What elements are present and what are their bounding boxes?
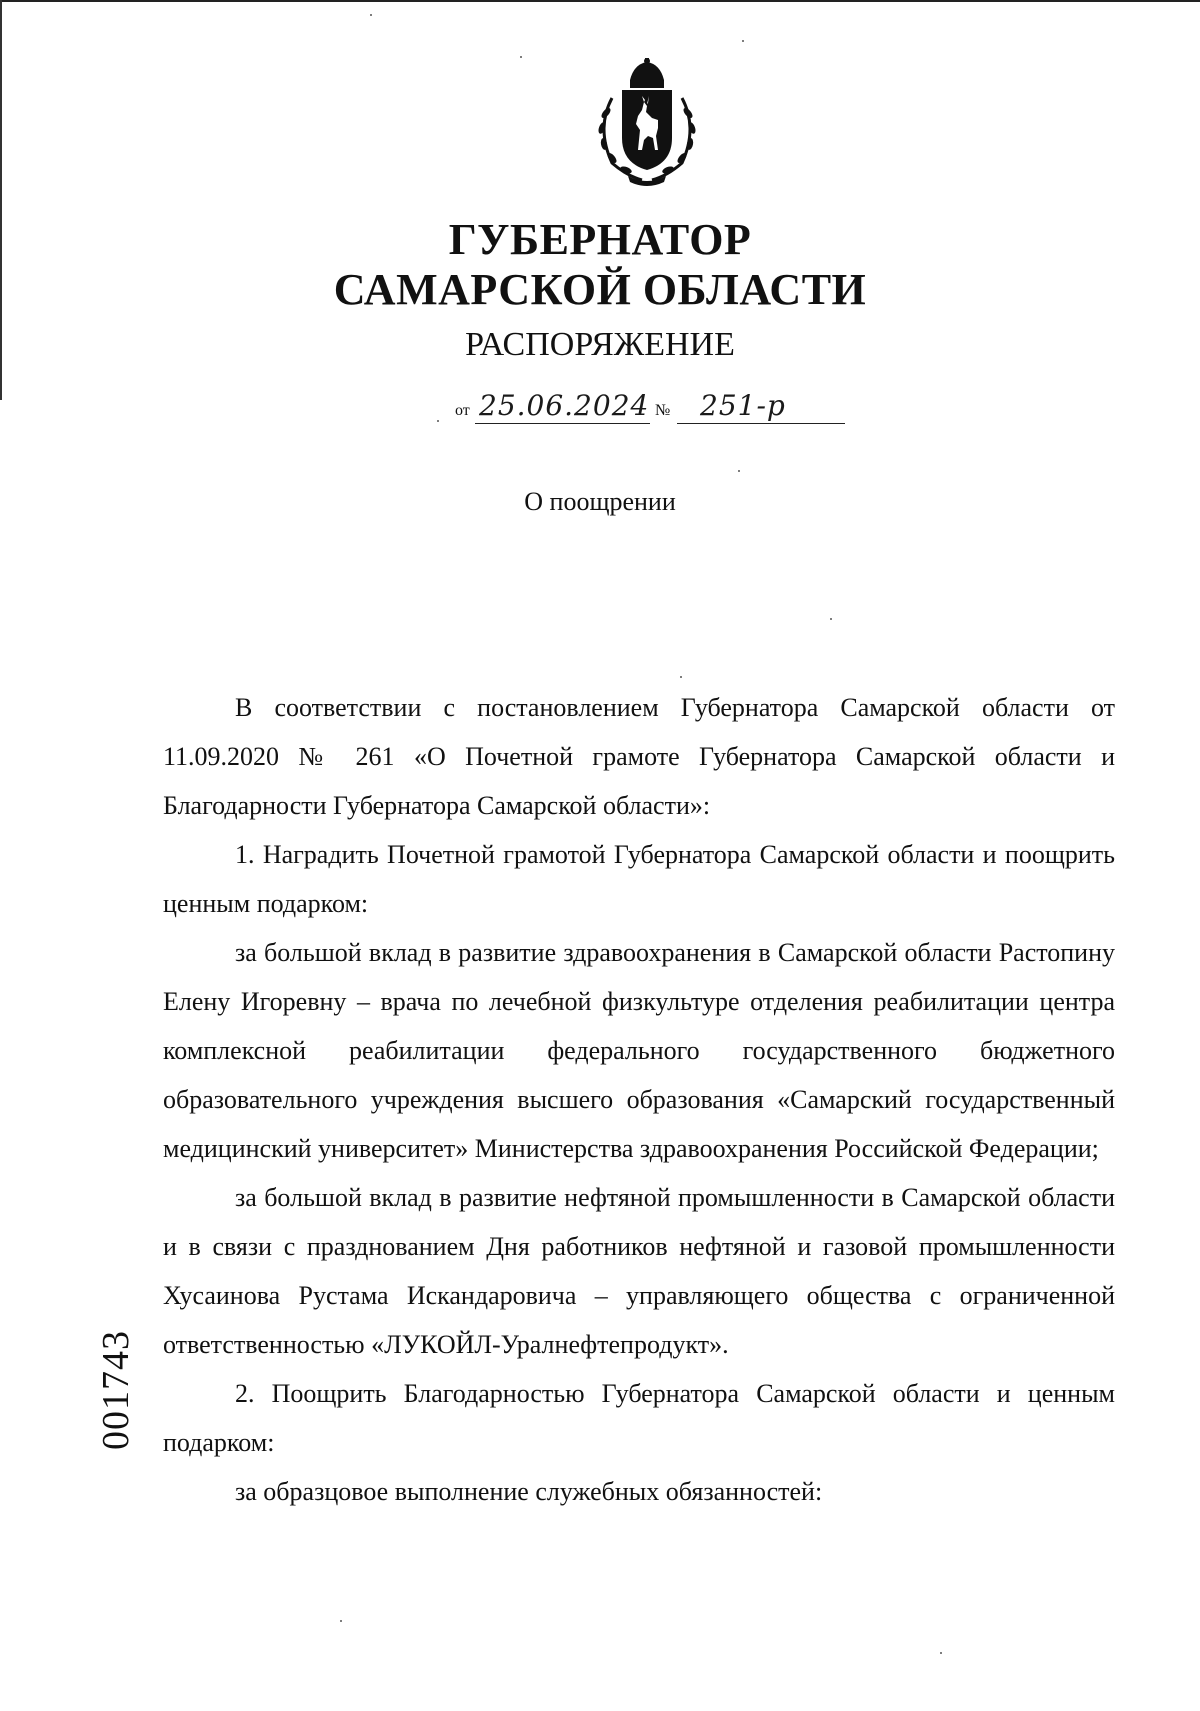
scan-speck xyxy=(680,676,682,678)
scan-speck xyxy=(437,420,439,422)
scan-speck xyxy=(340,1620,342,1622)
issuer-title-line2: САМАРСКОЙ ОБЛАСТИ xyxy=(333,265,867,314)
body-item-2-a: за образцовое выполнение служебных обязанностей: xyxy=(235,1477,823,1506)
document-body xyxy=(163,683,1115,1516)
scan-speck xyxy=(742,40,744,42)
body-intro: В соответствии с постановлением Губернатора Самарской области от 11.09.2020 № 261 «О Почетной грамоте Губернатора Самарской области и Благодарности Губернатора Самарской области»: xyxy=(163,693,1115,820)
body-item-1: 1. Наградить Почетной грамотой Губернатора Самарской области и поощрить ценным подарком: xyxy=(163,840,1115,918)
scan-speck xyxy=(940,1652,942,1654)
document-type: РАСПОРЯЖЕНИЕ xyxy=(465,326,735,363)
samara-coat-of-arms-icon xyxy=(582,58,712,188)
issuer-title xyxy=(0,215,1200,315)
scan-speck xyxy=(830,618,832,620)
serial-number: 001743 xyxy=(95,1330,137,1450)
scan-edge xyxy=(0,0,1200,2)
date-underline xyxy=(475,423,650,425)
body-item-1-b: за большой вклад в развитие нефтяной промышленности в Самарской области и в связи с празднованием Дня работников нефтяной и газовой промышленности Хусаинова Рустама Искандаровича – управляющего общества с ограниченной ответственностью «ЛУКОЙЛ-Уралнефтепродукт». xyxy=(163,1183,1115,1359)
date-handwritten: 25.06.2024 xyxy=(479,389,650,422)
date-from-label: от xyxy=(455,402,470,419)
number-handwritten: 251-р xyxy=(700,389,786,422)
document-subject: О поощрении xyxy=(524,487,676,516)
body-item-1-a: за большой вклад в развитие здравоохранения в Самарской области Растопину Елену Игоревну – врача по лечебной физкультуре отделения реабилитации центра комплексной реабилитации федерального государственного бюджетного образовательного учреждения высшего образования «Самарский государственный медицинский университет» Министерства здравоохранения Российской Федерации; xyxy=(163,938,1115,1163)
issuer-title-line1: ГУБЕРНАТОР xyxy=(448,215,752,264)
body-item-2: 2. Поощрить Благодарностью Губернатора Самарской области и ценным подарком: xyxy=(163,1379,1115,1457)
number-label: № xyxy=(655,402,671,419)
scan-speck xyxy=(520,56,522,58)
date-number-line xyxy=(455,388,845,424)
scan-speck xyxy=(738,470,740,472)
number-underline xyxy=(677,423,845,425)
scan-speck xyxy=(370,14,372,16)
